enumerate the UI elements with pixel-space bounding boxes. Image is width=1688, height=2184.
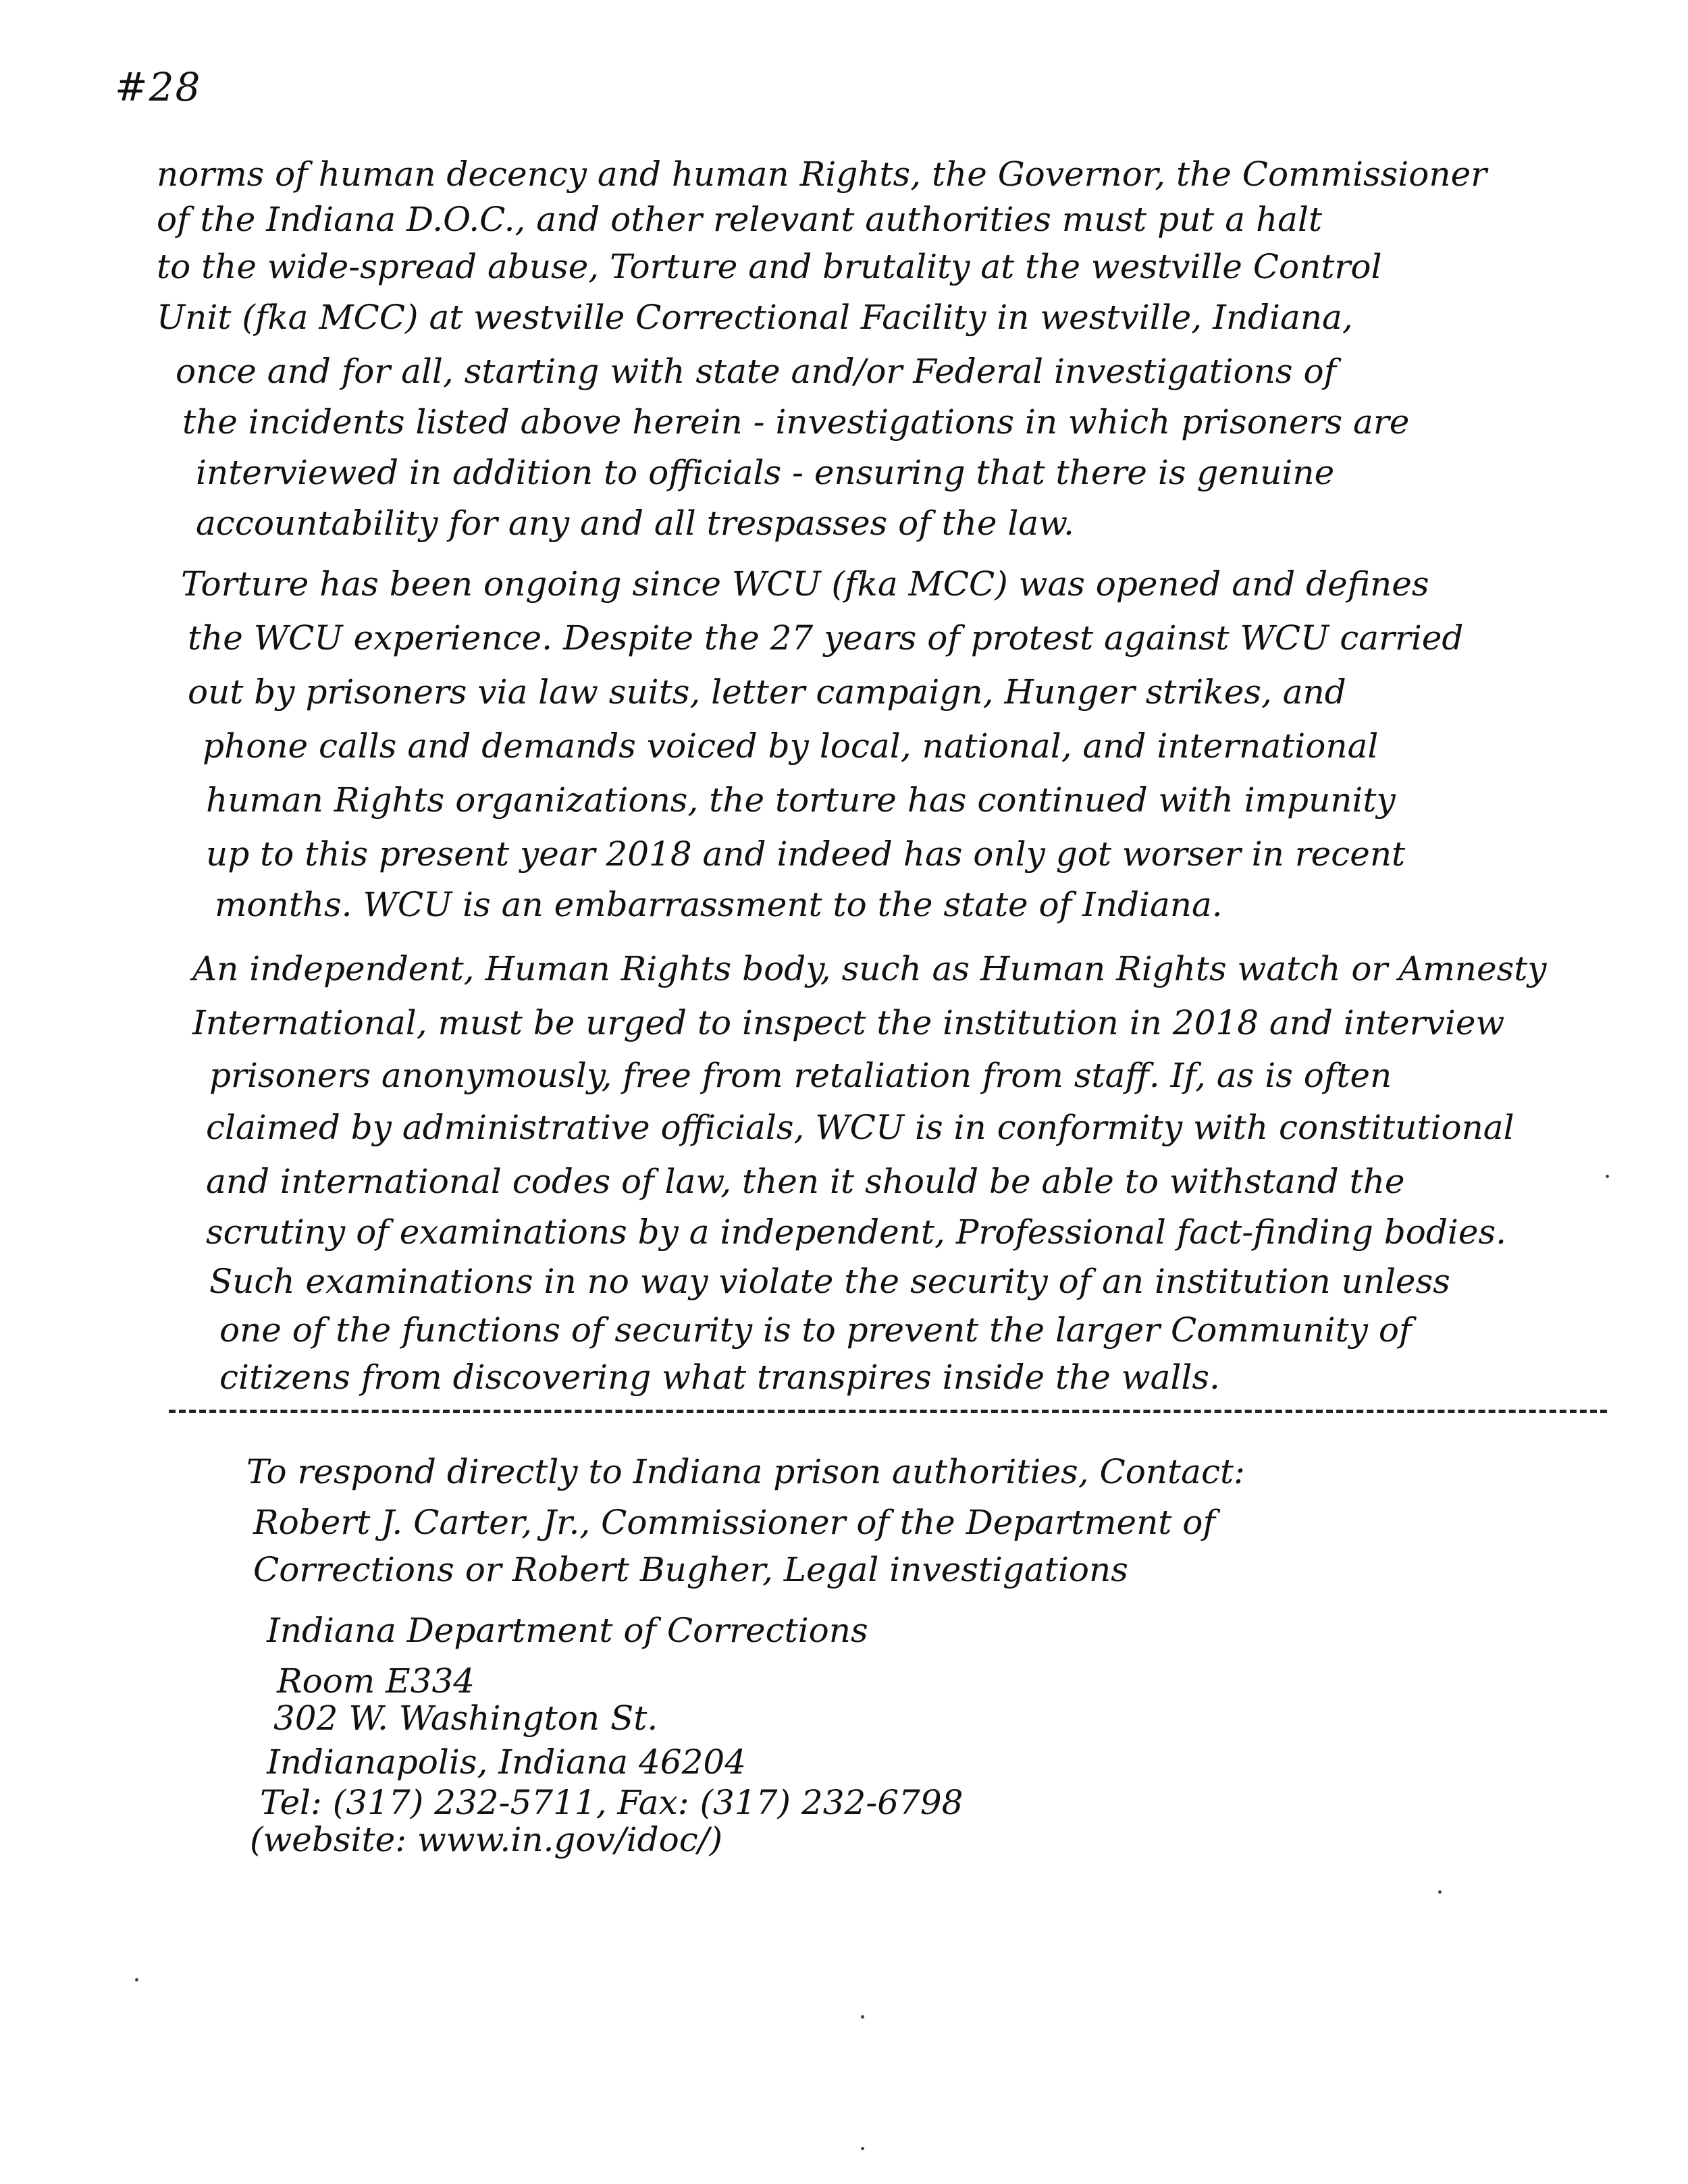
scan-speck bbox=[1438, 1890, 1442, 1894]
text-line: once and for all, starting with state and/or Federal investigations of bbox=[176, 352, 1337, 391]
scan-speck bbox=[861, 2015, 864, 2019]
text-line: Such examinations in no way violate the security of an institution unless bbox=[209, 1262, 1450, 1301]
text-line: phone calls and demands voiced by local, national, and international bbox=[203, 726, 1379, 766]
text-line: months. WCU is an embarrassment to the state of Indiana. bbox=[215, 885, 1223, 924]
address-line: Indianapolis, Indiana 46204 bbox=[267, 1742, 747, 1782]
text-line: citizens from discovering what transpires inside the walls. bbox=[219, 1358, 1220, 1397]
text-line: to the wide-spread abuse, Torture and brutality at the westville Control bbox=[157, 247, 1382, 286]
text-line: human Rights organizations, the torture has continued with impunity bbox=[206, 780, 1396, 820]
text-line: scrutiny of examinations by a independent, Professional fact-finding bodies. bbox=[206, 1213, 1507, 1252]
text-line: Unit (fka MCC) at westville Correctional Facility in westville, Indiana, bbox=[157, 298, 1353, 337]
text-line: Torture has been ongoing since WCU (fka MCC) was opened and defines bbox=[181, 564, 1429, 604]
text-line: accountability for any and all trespasses of the law. bbox=[196, 504, 1074, 543]
dashed-divider bbox=[169, 1410, 1607, 1413]
text-line: interviewed in addition to officials - ensuring that there is genuine bbox=[196, 453, 1335, 492]
address-line: Tel: (317) 232-5711, Fax: (317) 232-6798 bbox=[260, 1783, 964, 1822]
text-line: norms of human decency and human Rights, the Governor, the Commissioner bbox=[157, 155, 1487, 194]
contact-line: Robert J. Carter, Jr., Commissioner of the Department of bbox=[253, 1503, 1215, 1542]
text-line: claimed by administrative officials, WCU is in conformity with constitutional bbox=[206, 1108, 1514, 1147]
address-line: Indiana Department of Corrections bbox=[267, 1611, 868, 1650]
text-line: up to this present year 2018 and indeed has only got worser in recent bbox=[206, 834, 1406, 874]
text-line: International, must be urged to inspect the institution in 2018 and interview bbox=[192, 1003, 1505, 1042]
text-line: An independent, Human Rights body, such as Human Rights watch or Amnesty bbox=[192, 949, 1547, 988]
address-line: Room E334 bbox=[277, 1661, 475, 1701]
contact-line: Corrections or Robert Bugher, Legal investigations bbox=[253, 1550, 1128, 1589]
text-line: one of the functions of security is to prevent the larger Community of bbox=[219, 1310, 1412, 1350]
text-line: of the Indiana D.O.C., and other relevant authorities must put a halt bbox=[157, 200, 1323, 239]
scan-speck bbox=[1606, 1175, 1609, 1178]
page-number: #28 bbox=[115, 64, 202, 110]
address-line: (website: www.in.gov/idoc/) bbox=[250, 1820, 723, 1859]
text-line: prisoners anonymously, free from retaliation from staff. If, as is often bbox=[209, 1056, 1392, 1095]
scan-speck bbox=[861, 2147, 864, 2150]
text-line: out by prisoners via law suits, letter campaign, Hunger strikes, and bbox=[188, 672, 1346, 712]
contact-line: To respond directly to Indiana prison authorities, Contact: bbox=[246, 1452, 1245, 1491]
scan-speck bbox=[135, 1978, 138, 1981]
text-line: the WCU experience. Despite the 27 years of protest against WCU carried bbox=[188, 618, 1464, 658]
text-line: the incidents listed above herein - investigations in which prisoners are bbox=[182, 402, 1410, 442]
address-line: 302 W. Washington St. bbox=[273, 1699, 658, 1738]
text-line: and international codes of law, then it should be able to withstand the bbox=[206, 1162, 1405, 1201]
